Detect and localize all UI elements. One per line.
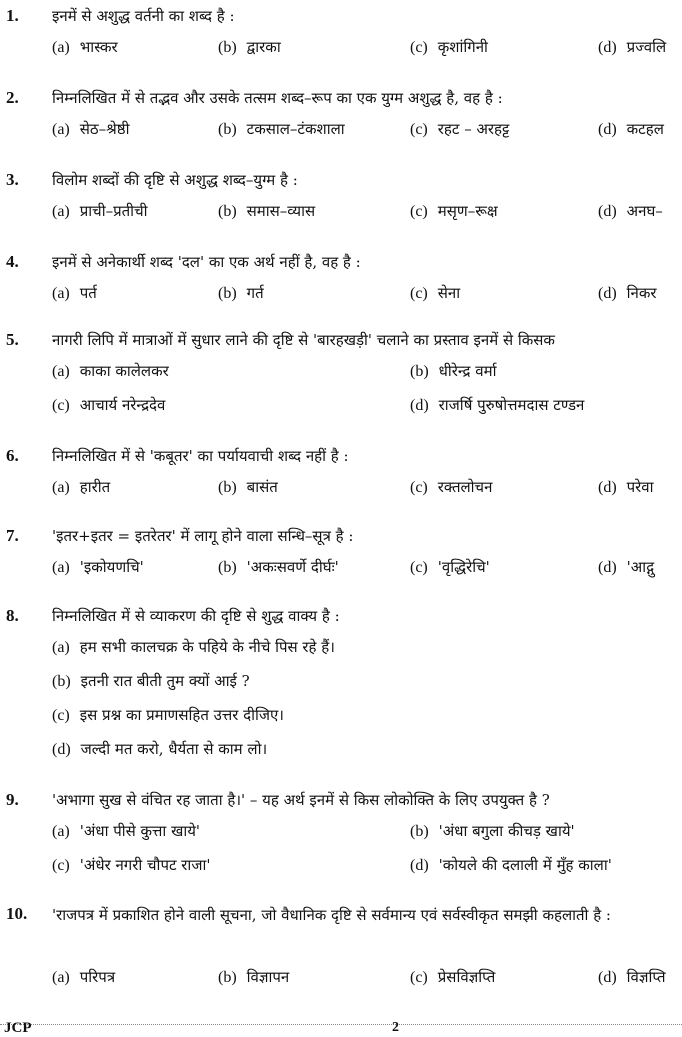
option-letter: (a) [52, 285, 70, 302]
option-c[interactable] [410, 470, 595, 505]
option-text: हम सभी कालचक्र के पहिये के नीचे पिस रहे हैं। [79, 638, 335, 656]
option-d[interactable] [598, 112, 682, 147]
question-7 [0, 522, 682, 584]
option-d[interactable] [52, 732, 682, 767]
option-letter: (c) [52, 397, 70, 414]
option-text: 'आद्गु [626, 558, 655, 576]
option-letter: (c) [52, 707, 70, 724]
option-text: बासंत [246, 478, 278, 496]
question-text: निम्नलिखित में से व्याकरण की दृष्टि से शुद्ध वाक्य है : [52, 607, 340, 625]
option-letter: (b) [410, 363, 429, 380]
option-letter: (b) [218, 121, 237, 138]
option-text: मसृण–रूक्ष [437, 202, 498, 220]
question-number: 8. [6, 606, 19, 625]
option-text: सेठ–श्रेष्ठी [79, 120, 130, 138]
question-text: 'इतर+इतर = इतरेतर' में लागू होने वाला सन्धि–सूत्र है : [52, 527, 354, 545]
option-text: अनघ– [626, 202, 663, 220]
option-d[interactable] [598, 470, 682, 505]
question-number: 1. [6, 6, 19, 25]
option-a[interactable] [52, 630, 682, 665]
question-text: 'अभागा सुख से वंचित रह जाता है।' – यह अर्थ इनमें से किस लोकोक्ति के लिए उपयुक्त है ? [52, 791, 550, 809]
option-text: आचार्य नरेन्द्रदेव [79, 396, 166, 414]
option-a[interactable] [52, 814, 402, 849]
option-text: गर्त [246, 284, 264, 302]
option-letter: (d) [598, 285, 617, 302]
question-4 [0, 248, 682, 310]
question-number: 3. [6, 170, 19, 189]
question-text: विलोम शब्दों की दृष्टि से अशुद्ध शब्द–युग्म है : [52, 171, 298, 189]
option-letter: (b) [410, 823, 429, 840]
option-letter: (c) [410, 285, 428, 302]
question-number: 5. [6, 330, 19, 349]
option-d[interactable] [598, 276, 682, 311]
option-a[interactable] [52, 112, 212, 147]
option-letter: (c) [410, 969, 428, 986]
option-b[interactable] [218, 276, 403, 311]
option-b[interactable] [218, 194, 403, 229]
option-letter: (d) [598, 479, 617, 496]
option-c[interactable] [410, 276, 595, 311]
option-text: रक्तलोचन [437, 478, 493, 496]
question-text: 'राजपत्र में प्रकाशित होने वाली सूचना, जो वैधानिक दृष्टि से सर्वमान्य एवं सर्वस्वीकृत समझी कहलाती है : [52, 906, 611, 924]
option-text: 'कोयले की दलाली में मुँह काला' [438, 856, 612, 874]
option-letter: (b) [218, 969, 237, 986]
option-text: धीरेन्द्र वर्मा [438, 362, 497, 380]
option-letter: (a) [52, 559, 70, 576]
option-text: हारीत [79, 478, 111, 496]
option-d[interactable] [410, 848, 682, 883]
option-text: परेवा [626, 478, 654, 496]
option-d[interactable] [410, 388, 682, 423]
option-text: भास्कर [79, 38, 118, 56]
option-c[interactable] [410, 112, 595, 147]
option-b[interactable] [218, 30, 403, 65]
option-text: इस प्रश्न का प्रमाणसहित उत्तर दीजिए। [79, 706, 284, 724]
option-letter: (b) [218, 39, 237, 56]
option-letter: (a) [52, 969, 70, 986]
page-number: 2 [392, 1020, 399, 1035]
option-text: टकसाल–टंकशाला [246, 120, 345, 138]
option-a[interactable] [52, 30, 212, 65]
option-c[interactable] [410, 30, 595, 65]
option-c[interactable] [410, 550, 595, 585]
option-letter: (d) [598, 559, 617, 576]
option-letter: (b) [218, 479, 237, 496]
option-d[interactable] [598, 550, 682, 585]
option-letter: (a) [52, 639, 70, 656]
option-text: विज्ञप्ति [626, 968, 666, 986]
option-text: समास–व्यास [246, 202, 316, 220]
option-letter: (c) [52, 857, 70, 874]
option-text: प्रेसविज्ञप्ति [437, 968, 496, 986]
option-letter: (d) [598, 39, 617, 56]
option-b[interactable] [52, 664, 682, 699]
question-5 [0, 326, 682, 422]
option-c[interactable] [52, 848, 402, 883]
option-text: रहट – अरहट्ट [437, 120, 510, 138]
option-letter: (c) [410, 121, 428, 138]
option-text: इतनी रात बीती तुम क्यों आई ? [80, 672, 250, 690]
option-letter: (b) [218, 203, 237, 220]
option-text: 'इकोयणचि' [79, 558, 144, 576]
option-letter: (a) [52, 823, 70, 840]
option-letter: (d) [52, 741, 71, 758]
question-6 [0, 442, 682, 504]
option-text: 'वृद्धिरेचि' [437, 558, 490, 576]
question-text: नागरी लिपि में मात्राओं में सुधार लाने की दृष्टि से 'बारहखड़ी' चलाने का प्रस्ताव इनमें से किसक [52, 331, 555, 349]
option-text: 'अंधेर नगरी चौपट राजा' [79, 856, 211, 874]
option-letter: (d) [410, 397, 429, 414]
option-b[interactable] [410, 814, 682, 849]
option-text: परिपत्र [79, 968, 116, 986]
option-letter: (d) [410, 857, 429, 874]
option-d[interactable] [598, 30, 682, 65]
option-text: प्राची–प्रतीची [79, 202, 148, 220]
option-c[interactable] [52, 698, 682, 733]
option-b[interactable] [218, 960, 403, 995]
option-text: निकर [626, 284, 657, 302]
option-text: पर्त [79, 284, 97, 302]
option-letter: (d) [598, 121, 617, 138]
question-1 [0, 2, 682, 64]
option-b[interactable] [218, 470, 403, 505]
option-a[interactable] [52, 960, 212, 995]
question-10 [0, 900, 682, 994]
option-text: जल्दी मत करो, धैर्यता से काम लो। [80, 740, 268, 758]
question-2 [0, 84, 682, 146]
option-letter: (c) [410, 559, 428, 576]
option-letter: (a) [52, 39, 70, 56]
option-a[interactable] [52, 354, 402, 389]
option-letter: (a) [52, 479, 70, 496]
option-c[interactable] [410, 194, 595, 229]
footer-divider [0, 1024, 682, 1025]
option-b[interactable] [218, 112, 403, 147]
booklet-code: JCP [4, 1020, 32, 1036]
option-letter: (d) [598, 203, 617, 220]
question-9 [0, 786, 682, 882]
option-letter: (a) [52, 203, 70, 220]
question-text: निम्नलिखित में से तद्भव और उसके तत्सम शब्द–रूप का एक युग्म अशुद्ध है, वह है : [52, 89, 503, 107]
question-3 [0, 166, 682, 228]
option-letter: (a) [52, 363, 70, 380]
option-text: प्रज्वलि [626, 38, 667, 56]
option-a[interactable] [52, 470, 212, 505]
option-letter: (b) [218, 285, 237, 302]
option-text: कृशांगिनी [437, 38, 488, 56]
option-text: 'अकःसवर्णे दीर्घः' [246, 558, 339, 576]
question-number: 2. [6, 88, 19, 107]
option-letter: (d) [598, 969, 617, 986]
option-a[interactable] [52, 194, 212, 229]
option-letter: (a) [52, 121, 70, 138]
question-8 [0, 602, 682, 766]
option-a[interactable] [52, 276, 212, 311]
question-number: 6. [6, 446, 19, 465]
option-b[interactable] [410, 354, 682, 389]
option-b[interactable] [218, 550, 403, 585]
question-text: इनमें से अशुद्ध वर्तनी का शब्द है : [52, 7, 235, 25]
option-c[interactable] [410, 960, 595, 995]
option-text: 'अंधा बगुला कीचड़ खाये' [438, 822, 575, 840]
option-text: द्वारका [246, 38, 281, 56]
option-text: सेना [437, 284, 461, 302]
option-c[interactable] [52, 388, 402, 423]
question-number: 7. [6, 526, 19, 545]
option-letter: (b) [218, 559, 237, 576]
question-number: 9. [6, 790, 19, 809]
option-a[interactable] [52, 550, 212, 585]
option-text: राजर्षि पुरुषोत्तमदास टण्डन [438, 396, 585, 414]
option-letter: (c) [410, 39, 428, 56]
option-d[interactable] [598, 194, 682, 229]
question-number: 4. [6, 252, 19, 271]
question-number: 10. [6, 904, 28, 923]
option-text: विज्ञापन [246, 968, 290, 986]
option-text: कटहल [626, 120, 664, 138]
option-letter: (b) [52, 673, 71, 690]
option-letter: (c) [410, 479, 428, 496]
option-letter: (c) [410, 203, 428, 220]
option-d[interactable] [598, 960, 682, 995]
question-text: निम्नलिखित में से 'कबूतर' का पर्यायवाची शब्द नहीं है : [52, 447, 349, 465]
option-text: काका कालेलकर [79, 362, 169, 380]
question-text: इनमें से अनेकार्थी शब्द 'दल' का एक अर्थ नहीं है, वह है : [52, 253, 361, 271]
option-text: 'अंधा पीसे कुत्ता खाये' [79, 822, 201, 840]
